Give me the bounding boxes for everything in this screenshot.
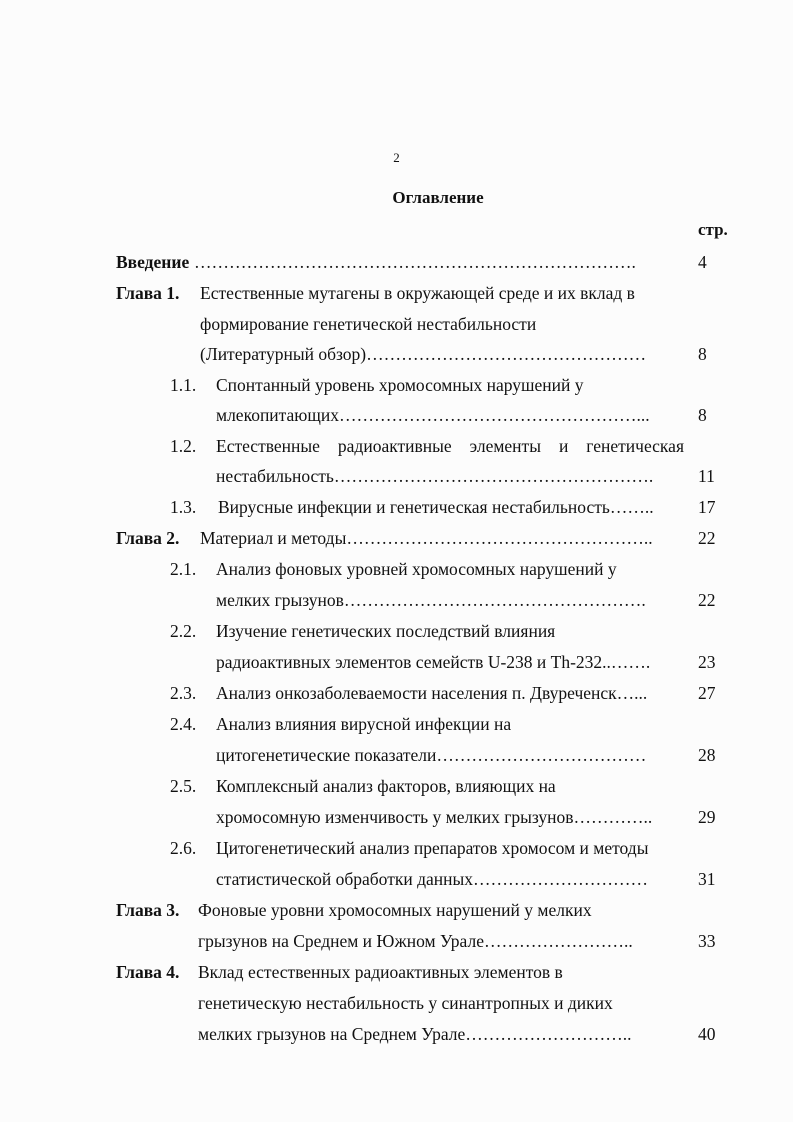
toc-section-2-3-number: 2.3. [170,683,197,703]
toc-section-2-1-page: 22 [698,590,716,610]
toc-section-2-5-number: 2.5. [170,776,197,796]
toc-section-2-1-line-2: мелких грызунов……………………………………………. [216,590,646,610]
toc-section-2-5-line-2: хромосомную изменчивость у мелких грызунов………….. [216,807,653,827]
toc-section-2-1-line-1: Анализ фоновых уровней хромосомных нарушений у [216,559,617,579]
toc-chapter-1-page: 8 [698,344,707,364]
toc-section-2-3-line-1: Анализ онкозаболеваемости населения п. Двуреченск…... [216,683,648,703]
toc-section-1-1-number: 1.1. [170,375,197,395]
toc-section-1-1-line-1: Спонтанный уровень хромосомных нарушений у [216,375,584,395]
toc-section-2-4-page: 28 [698,745,716,765]
toc-chapter-4-line-3: мелких грызунов на Среднем Урале……………………….. [198,1024,632,1044]
page-number: 2 [393,150,400,165]
toc-section-2-2-line-1: Изучение генетических последствий влияния [216,621,556,641]
toc-chapter-2-line-1: Материал и методы…………………………………………….. [200,528,653,548]
toc-intro-page: 4 [698,252,707,272]
toc-chapter-1-line-1: Естественные мутагены в окружающей среде и их вклад в [200,283,635,303]
toc-section-2-2-number: 2.2. [170,621,197,641]
toc-chapter-3-line-2: грызунов на Среднем и Южном Урале…………………….. [198,931,633,951]
toc-chapter-2-page: 22 [698,528,716,548]
toc-section-2-2-line-2: радиоактивных элементов семейств U-238 и Th-232..……. [216,652,651,672]
toc-section-1-3-page: 17 [698,497,716,517]
page-column-label: стр. [698,220,728,239]
toc-section-2-1-number: 2.1. [170,559,197,579]
toc-chapter-1-line-3: (Литературный обзор)………………………………………… [200,344,647,364]
toc-chapter-4-label: Глава 4. [116,962,180,982]
toc-chapter-3-label: Глава 3. [116,900,180,920]
toc-section-2-4-line-1: Анализ влияния вирусной инфекции на [216,714,512,734]
toc-section-1-2-page: 11 [698,466,715,486]
toc-section-1-2-line-2: нестабильность………………………………………………. [216,466,654,486]
toc-intro-dots: …………………………………………………………………. [194,252,636,272]
toc-section-2-5-page: 29 [698,807,716,827]
toc-chapter-4-line-1: Вклад естественных радиоактивных элементов в [198,962,563,982]
toc-section-2-4-line-2: цитогенетические показатели……………………………… [216,745,647,765]
toc-section-1-3-number: 1.3. [170,497,197,517]
toc-chapter-1-label: Глава 1. [116,283,180,303]
toc-chapter-1-line-2: формирование генетической нестабильности [200,314,537,334]
toc-section-2-6-page: 31 [698,869,716,889]
toc-section-1-2-line-1: Естественные радиоактивные элементы и генетическая [216,436,684,456]
toc-chapter-3-page: 33 [698,931,716,951]
toc-section-1-1-line-2: млекопитающих……………………………………………... [216,405,650,425]
toc-chapter-2-label: Глава 2. [116,528,180,548]
toc-intro-label: Введение [116,252,190,272]
toc-section-2-4-number: 2.4. [170,714,197,734]
toc-section-2-2-page: 23 [698,652,716,672]
toc-section-1-1-page: 8 [698,405,707,425]
toc-section-1-2-number: 1.2. [170,436,197,456]
toc-section-2-6-line-1: Цитогенетический анализ препаратов хромосом и методы [216,838,649,858]
toc-section-1-3-line-1: Вирусные инфекции и генетическая нестабильность…….. [218,497,654,517]
toc-chapter-4-line-2: генетическую нестабильность у синантропных и диких [198,993,613,1013]
page-title: Оглавление [392,188,484,207]
toc-chapter-4-page: 40 [698,1024,716,1044]
toc-section-2-6-line-2: статистической обработки данных………………………… [216,869,649,889]
toc-section-2-5-line-1: Комплексный анализ факторов, влияющих на [216,776,556,796]
toc-chapter-3-line-1: Фоновые уровни хромосомных нарушений у мелких [198,900,592,920]
toc-section-2-6-number: 2.6. [170,838,197,858]
toc-section-2-3-page: 27 [698,683,716,703]
